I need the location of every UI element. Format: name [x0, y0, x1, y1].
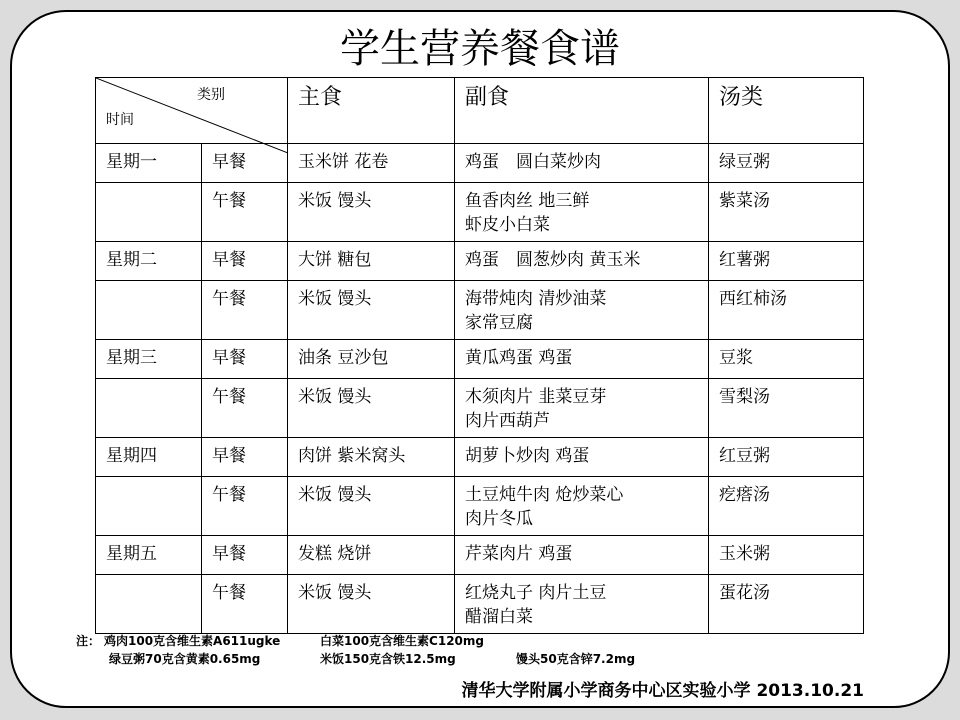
menu-table — [95, 77, 864, 634]
corner-cell — [96, 78, 288, 144]
staple-cell: 米饭 馒头 — [288, 477, 455, 536]
day-cell: 星期一 — [96, 144, 202, 183]
side-dish-cell — [455, 144, 709, 183]
meal-cell: 早餐 — [202, 536, 288, 575]
meal-cell: 午餐 — [202, 477, 288, 536]
table-row — [96, 575, 864, 634]
side-dish-cell — [455, 183, 709, 242]
header-side: 副食 — [455, 78, 709, 144]
meal-cell: 午餐 — [202, 575, 288, 634]
day-cell — [96, 379, 202, 438]
side-dish-item: 醋溜白菜 — [465, 607, 533, 627]
staple-cell: 肉饼 紫米窝头 — [288, 438, 455, 477]
side-dish-item: 肉片西葫芦 — [465, 411, 550, 431]
side-dish-item: 鸡蛋 圆白菜炒肉 — [465, 152, 601, 172]
meal-cell: 早餐 — [202, 340, 288, 379]
side-dish-item: 芹菜肉片 鸡蛋 — [465, 544, 573, 564]
staple-cell: 大饼 糖包 — [288, 242, 455, 281]
staple-cell: 发糕 烧饼 — [288, 536, 455, 575]
meal-cell: 午餐 — [202, 379, 288, 438]
soup-cell: 疙瘩汤 — [709, 477, 864, 536]
side-dish-item: 鸡蛋 圆葱炒肉 黄玉米 — [465, 250, 641, 270]
staple-cell: 米饭 馒头 — [288, 379, 455, 438]
soup-cell: 玉米粥 — [709, 536, 864, 575]
table-row — [96, 281, 864, 340]
day-cell: 星期三 — [96, 340, 202, 379]
corner-category-label: 类别 — [197, 87, 225, 103]
notes-prefix: 注： — [76, 634, 101, 648]
meal-cell: 早餐 — [202, 438, 288, 477]
day-cell: 星期二 — [96, 242, 202, 281]
side-dish-item: 家常豆腐 — [465, 313, 533, 333]
soup-cell: 蛋花汤 — [709, 575, 864, 634]
soup-cell: 紫菜汤 — [709, 183, 864, 242]
soup-cell: 绿豆粥 — [709, 144, 864, 183]
day-cell — [96, 575, 202, 634]
meal-cell: 午餐 — [202, 183, 288, 242]
staple-cell: 米饭 馒头 — [288, 183, 455, 242]
side-dish-item: 黄瓜鸡蛋 鸡蛋 — [465, 348, 573, 368]
side-dish-cell — [455, 281, 709, 340]
table-row — [96, 379, 864, 438]
day-cell — [96, 183, 202, 242]
meal-cell: 午餐 — [202, 281, 288, 340]
side-dish-item: 胡萝卜炒肉 鸡蛋 — [465, 446, 590, 466]
staple-cell: 米饭 馒头 — [288, 575, 455, 634]
soup-cell: 西红柿汤 — [709, 281, 864, 340]
soup-cell: 红豆粥 — [709, 438, 864, 477]
header-staple: 主食 — [288, 78, 455, 144]
menu-body — [96, 144, 864, 634]
side-dish-cell — [455, 536, 709, 575]
staple-cell: 米饭 馒头 — [288, 281, 455, 340]
side-dish-item: 红烧丸子 肉片土豆 — [465, 583, 607, 603]
table-row — [96, 340, 864, 379]
meal-cell: 早餐 — [202, 242, 288, 281]
table-row — [96, 536, 864, 575]
soup-cell: 红薯粥 — [709, 242, 864, 281]
side-dish-cell — [455, 477, 709, 536]
soup-cell: 豆浆 — [709, 340, 864, 379]
note-chicken: 鸡肉100克含维生素A611ugke — [104, 634, 281, 648]
day-cell — [96, 281, 202, 340]
corner-time-label: 时间 — [106, 112, 134, 128]
table-row — [96, 438, 864, 477]
side-dish-item: 土豆炖牛肉 炝炒菜心 — [465, 485, 624, 505]
side-dish-cell — [455, 242, 709, 281]
soup-cell: 雪梨汤 — [709, 379, 864, 438]
side-dish-item: 鱼香肉丝 地三鲜 — [465, 191, 590, 211]
side-dish-cell — [455, 438, 709, 477]
staple-cell: 油条 豆沙包 — [288, 340, 455, 379]
table-row — [96, 477, 864, 536]
side-dish-item: 肉片冬瓜 — [465, 509, 533, 529]
page-title: 学生营养餐食谱 — [340, 26, 620, 72]
note-mungbean: 绿豆粥70克含黄素0.65mg — [109, 652, 261, 666]
table-row — [96, 242, 864, 281]
staple-cell: 玉米饼 花卷 — [288, 144, 455, 183]
day-cell: 星期五 — [96, 536, 202, 575]
header-soup: 汤类 — [709, 78, 864, 144]
day-cell — [96, 477, 202, 536]
note-mantou: 馒头50克含锌7.2mg — [516, 652, 636, 666]
side-dish-cell — [455, 379, 709, 438]
table-row — [96, 183, 864, 242]
side-dish-item: 木须肉片 韭菜豆芽 — [465, 387, 607, 407]
note-rice: 米饭150克含铁12.5mg — [320, 652, 456, 666]
footer-school-date: 清华大学附属小学商务中心区实验小学 2013.10.21 — [461, 681, 864, 701]
meal-cell: 早餐 — [202, 144, 288, 183]
header-row — [96, 78, 864, 144]
side-dish-item: 虾皮小白菜 — [465, 215, 550, 235]
side-dish-cell — [455, 340, 709, 379]
note-cabbage: 白菜100克含维生素C120mg — [320, 634, 484, 648]
side-dish-item: 海带炖肉 清炒油菜 — [465, 289, 607, 309]
side-dish-cell — [455, 575, 709, 634]
day-cell: 星期四 — [96, 438, 202, 477]
